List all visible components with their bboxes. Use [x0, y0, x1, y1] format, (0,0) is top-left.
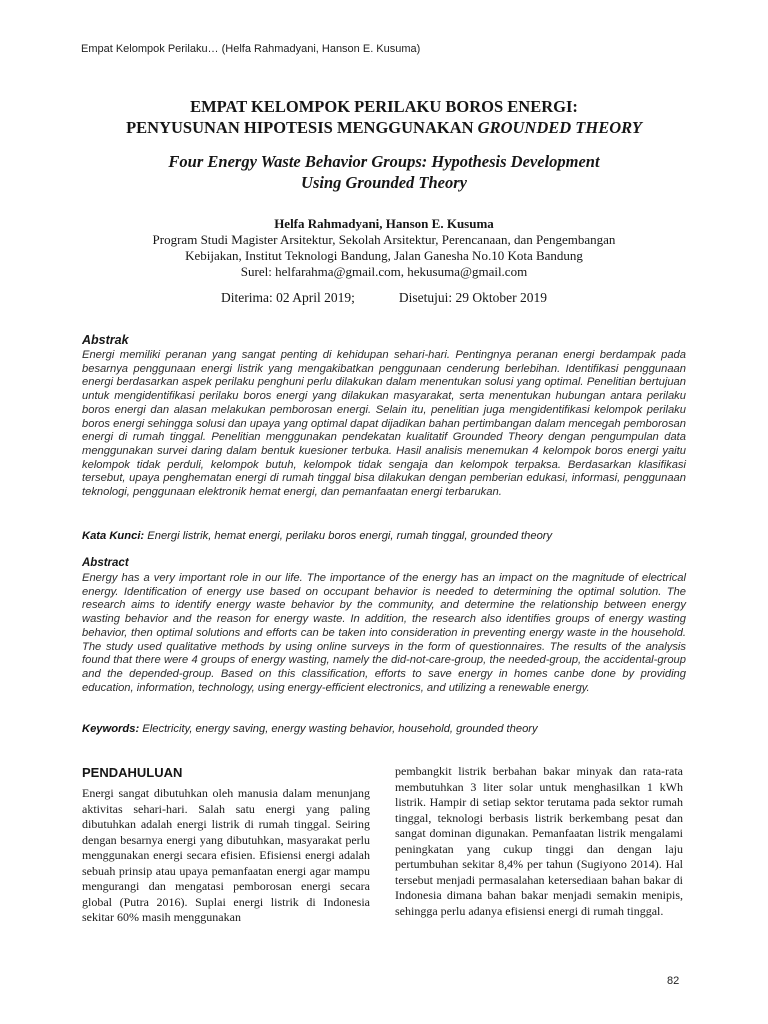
- received-date: Diterima: 02 April 2019;: [221, 290, 355, 305]
- affiliation-line1: Program Studi Magister Arsitektur, Sekolah Arsitektur, Perencanaan, dan Pengembangan: [152, 232, 616, 247]
- page-number: 82: [667, 975, 680, 987]
- authors: Helfa Rahmadyani, Hanson E. Kusuma: [274, 216, 494, 231]
- title-id-line2-italic: GROUNDED THEORY: [477, 118, 642, 137]
- abstrak-heading: Abstrak: [82, 333, 129, 347]
- keywords-label: Keywords:: [82, 723, 140, 735]
- title-id-line2-prefix: PENYUSUNAN HIPOTESIS MENGGUNAKAN: [126, 118, 478, 137]
- kata-kunci-label: Kata Kunci:: [82, 530, 145, 542]
- dates: [80, 289, 688, 306]
- title-id-line2: [80, 117, 688, 138]
- running-head: Empat Kelompok Perilaku… (Helfa Rahmadyani, Hanson E. Kusuma): [81, 43, 421, 55]
- approved-date: Disetujui: 29 Oktober 2019: [398, 290, 547, 305]
- kata-kunci-text: Energi listrik, hemat energi, perilaku boros energi, rumah tinggal, grounded theory: [144, 530, 553, 542]
- abstrak-text: Energi memiliki peranan yang sangat penting di kehidupan sehari-hari. Pentingnya peranan energi berdampak pada besarnya penggunaan energi listrik yang mengakibatkan penggunaan cenderung berlebihan. Identifikasi penggunaan energi berdasarkan aspek perilaku penghuni perlu dilakukan dalam menentukan solusi yang optimal. Penelitian bertujuan untuk mengidentifikasi perilaku boros energi yang dilakukan masyarakat, serta menentukan hubungan antara perilaku boros energi dan alasan melakukan pemborosan energi. Selain itu, penelitian juga mengidentifikasi kelompok perilaku boros energi sehingga solusi dan upaya yang optimal dapat dijadikan bahan pertimbangan dalam mencegah pemborosan energi di rumah tinggal. Penelitian menggunakan pendekatan kualitatif Grounded Theory dengan pengumpulan data menggunakan survei daring dalam bentuk kuesioner terbuka. Hasil analisis menemukan 4 kelompok boros energi yaitu kelompok tidak perduli, kelompok butuh, kelompok tidak sengaja dan kelompok terpaksa. Berdasarkan klasifikasi tersebut, upaya penghematan energi di rumah tinggal bisa dilakukan dengan pemberian edukasi, informasi, penggunaan teknologi, penggunaan elektronik hemat energi, dan pemanfaatan energi terbarukan.: [82, 349, 686, 499]
- title-en: [80, 151, 688, 193]
- keywords-text: Electricity, energy saving, energy wasting behavior, household, grounded theory: [139, 723, 538, 735]
- right-column-text: pembangkit listrik berbahan bakar minyak dan rata-rata membutuhkan 3 liter solar untuk menghasilkan 1 kWh listrik. Hampir di setiap sektor terutama pada sektor rumah tinggal, teknologi berbasis listrik berkembang pesat dan sangat dominan digunakan. Pemanfaatan listrik mengalami peningkatan yang cukup tinggi dan dengan laju pertumbuhan sekitar 8,4% per tahun (Sugiyono 2014). Hal tersebut menjadi permasalahan ketersediaan bahan bakar di Indonesia dimana bahan bakar menjadi semakin menipis, sehingga perlu adanya efisiensi energi di rumah tinggal.: [395, 764, 683, 918]
- keywords: [82, 722, 686, 736]
- title-en-line2: Using Grounded Theory: [301, 173, 467, 192]
- abstract-heading: Abstract: [82, 557, 129, 569]
- email: Surel: helfarahma@gmail.com, hekusuma@gmail.com: [240, 264, 528, 279]
- left-column-text: Energi sangat dibutuhkan oleh manusia dalam menunjang aktivitas sehari-hari. Salah satu energi yang paling dibutuhkan adalah energi listrik di rumah tinggal. Seiring dengan besarnya energi yang dibutuhkan, masyarakat perlu menggunakan energi secara efisien. Efisiensi energi adalah sebuah prinsip atau upaya pemanfaatan energi agar mampu mengurangi dan mengatasi pemborosan energi secara global (Putra 2016). Suplai energi listrik di Indonesia sekitar 60% masih menggunakan: [82, 786, 370, 924]
- title-en-line1: Four Energy Waste Behavior Groups: Hypothesis Development: [168, 152, 600, 171]
- title-id-line1: EMPAT KELOMPOK PERILAKU BOROS ENERGI:: [190, 97, 578, 116]
- title-block: [80, 96, 688, 306]
- kata-kunci: [82, 529, 686, 543]
- affiliation-line2: Kebijakan, Institut Teknologi Bandung, Jalan Ganesha No.10 Kota Bandung: [185, 248, 583, 263]
- abstract-text: Energy has a very important role in our life. The importance of the energy has an impact on the magnitude of electrical energy. Identification of energy use based on occupant behavior is needed to determining the optimal solution. The research aims to identify energy waste behavior by the community, and determine the relationship between energy wasting behavior and the reason for energy waste. In addition, the research also identifies groups of energy wasting behavior, then optimal solutions and efforts can be taken into consideration in preventing energy waste in the household. The study used qualitative methods by using online surveys in the form of questionnaires. The results of the analysis found that there were 4 groups of energy wasting, namely the did-not-care-group, the needed-group, the accidental-group and the depended-group. Based on this classification, efforts to save energy in homes canbe done by providing education, information, technology, using energy-efficient electronics, and utilizing a renewable energy.: [82, 572, 686, 694]
- section-heading: PENDAHULUAN: [82, 765, 183, 780]
